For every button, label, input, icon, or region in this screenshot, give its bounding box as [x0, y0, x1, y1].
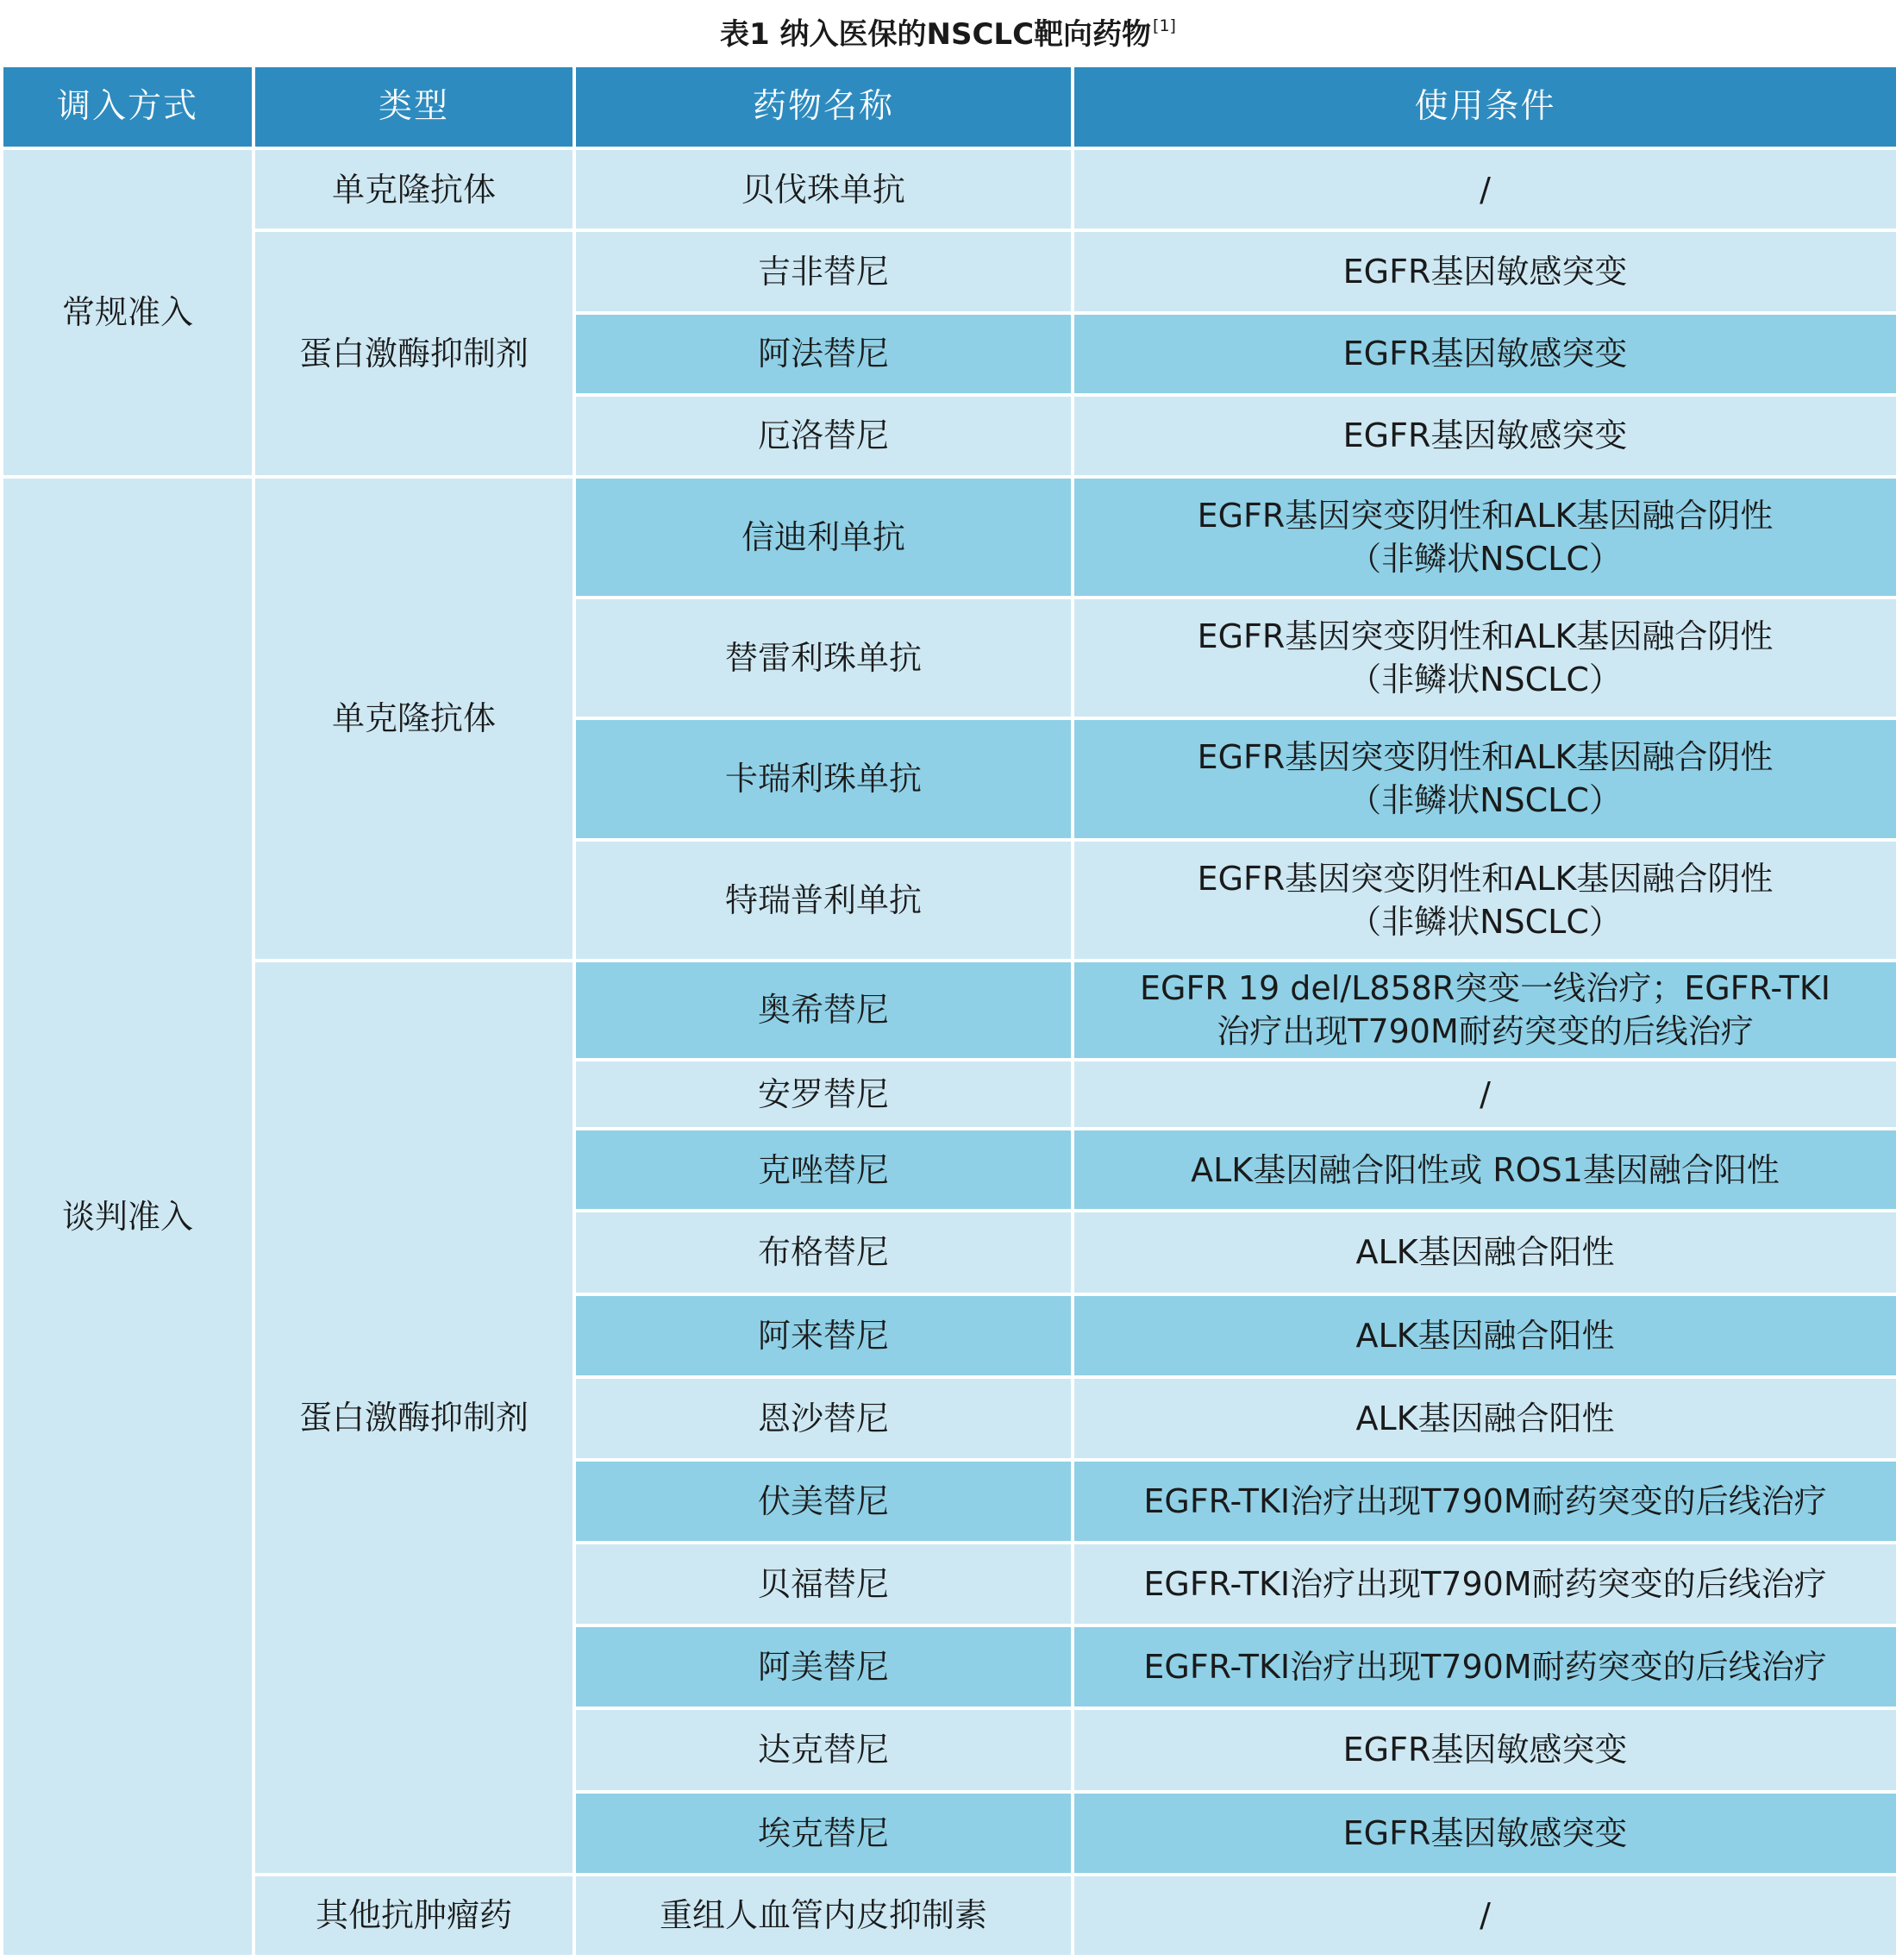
drug-cell: 恩沙替尼 — [574, 1377, 1073, 1460]
condition-cell — [1073, 718, 1896, 839]
condition-line: EGFR基因突变阴性和ALK基因融合阴性 — [1197, 617, 1774, 656]
drug-cell: 信迪利单抗 — [574, 477, 1073, 598]
header-admission-method: 调入方式 — [2, 67, 253, 148]
header-conditions: 使用条件 — [1073, 67, 1896, 148]
condition-cell — [1073, 961, 1896, 1060]
condition-line: （非鳞状NSCLC） — [1348, 661, 1622, 699]
condition-cell: EGFR-TKI治疗出现T790M耐药突变的后线治疗 — [1073, 1543, 1896, 1625]
condition-cell: ALK基因融合阳性 — [1073, 1377, 1896, 1460]
condition-cell: ALK基因融合阳性 — [1073, 1294, 1896, 1377]
group-negotiated: 谈判准入 — [2, 477, 253, 1957]
drug-cell: 厄洛替尼 — [574, 395, 1073, 477]
header-type: 类型 — [253, 67, 574, 148]
type-cell: 蛋白激酶抑制剂 — [253, 961, 574, 1875]
condition-line: 治疗出现T790M耐药突变的后线治疗 — [1217, 1012, 1754, 1051]
drug-cell: 特瑞普利单抗 — [574, 840, 1073, 961]
type-cell: 单克隆抗体 — [253, 148, 574, 230]
condition-cell: EGFR基因敏感突变 — [1073, 230, 1896, 312]
condition-cell: EGFR基因敏感突变 — [1073, 313, 1896, 395]
drug-cell: 布格替尼 — [574, 1211, 1073, 1293]
header-row — [2, 67, 1896, 148]
table-row — [2, 230, 1896, 312]
table-row — [2, 1875, 1896, 1957]
drug-cell: 阿法替尼 — [574, 313, 1073, 395]
table-row — [2, 148, 1896, 230]
condition-line: （非鳞状NSCLC） — [1348, 902, 1622, 941]
condition-cell: EGFR-TKI治疗出现T790M耐药突变的后线治疗 — [1073, 1460, 1896, 1543]
drug-cell: 吉非替尼 — [574, 230, 1073, 312]
table-title — [0, 0, 1896, 62]
condition-line: EGFR 19 del/L858R突变一线治疗；EGFR-TKI — [1140, 969, 1830, 1008]
condition-cell: EGFR-TKI治疗出现T790M耐药突变的后线治疗 — [1073, 1625, 1896, 1708]
condition-cell — [1073, 598, 1896, 718]
condition-line: EGFR基因突变阴性和ALK基因融合阴性 — [1197, 859, 1774, 898]
type-cell: 蛋白激酶抑制剂 — [253, 230, 574, 477]
condition-line: （非鳞状NSCLC） — [1348, 781, 1622, 820]
drug-cell: 卡瑞利珠单抗 — [574, 718, 1073, 839]
drug-cell: 奥希替尼 — [574, 961, 1073, 1060]
type-cell: 其他抗肿瘤药 — [253, 1875, 574, 1957]
condition-cell: EGFR基因敏感突变 — [1073, 1792, 1896, 1875]
condition-line: EGFR基因突变阴性和ALK基因融合阴性 — [1197, 496, 1774, 535]
drug-cell: 伏美替尼 — [574, 1460, 1073, 1543]
group-routine: 常规准入 — [2, 148, 253, 477]
condition-cell: ALK基因融合阳性 — [1073, 1211, 1896, 1293]
drug-cell: 埃克替尼 — [574, 1792, 1073, 1875]
condition-cell: ALK基因融合阳性或 ROS1基因融合阳性 — [1073, 1129, 1896, 1211]
type-cell: 单克隆抗体 — [253, 477, 574, 961]
table-row — [2, 477, 1896, 598]
drug-cell: 达克替尼 — [574, 1708, 1073, 1791]
drug-cell: 贝福替尼 — [574, 1543, 1073, 1625]
condition-cell: EGFR基因敏感突变 — [1073, 1708, 1896, 1791]
drug-cell: 替雷利珠单抗 — [574, 598, 1073, 718]
condition-cell — [1073, 477, 1896, 598]
table-title-text: 表1 纳入医保的NSCLC靶向药物 — [720, 16, 1152, 52]
drug-cell: 重组人血管内皮抑制素 — [574, 1875, 1073, 1957]
drug-cell: 阿美替尼 — [574, 1625, 1073, 1708]
condition-line: EGFR基因突变阴性和ALK基因融合阴性 — [1197, 738, 1774, 777]
drug-cell: 克唑替尼 — [574, 1129, 1073, 1211]
title-reference: [1] — [1153, 16, 1176, 35]
condition-cell: / — [1073, 1875, 1896, 1957]
header-drug-name: 药物名称 — [574, 67, 1073, 148]
drug-table — [0, 67, 1896, 1958]
drug-cell: 阿来替尼 — [574, 1294, 1073, 1377]
condition-cell: / — [1073, 148, 1896, 230]
condition-cell: / — [1073, 1060, 1896, 1129]
table-row — [2, 961, 1896, 1060]
drug-cell: 安罗替尼 — [574, 1060, 1073, 1129]
drug-cell: 贝伐珠单抗 — [574, 148, 1073, 230]
condition-cell: EGFR基因敏感突变 — [1073, 395, 1896, 477]
condition-line: （非鳞状NSCLC） — [1348, 539, 1622, 578]
condition-cell — [1073, 840, 1896, 961]
